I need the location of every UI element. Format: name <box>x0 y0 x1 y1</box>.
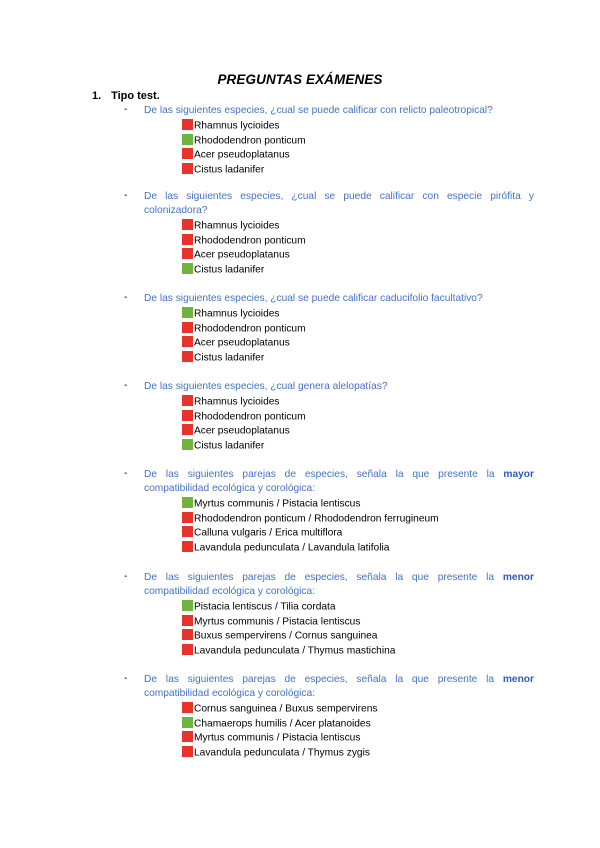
section-heading <box>92 90 160 102</box>
incorrect-marker-icon <box>182 424 193 435</box>
answer-option <box>182 351 534 366</box>
incorrect-marker-icon <box>182 731 193 742</box>
incorrect-marker-icon <box>182 219 193 230</box>
question-item <box>124 190 534 277</box>
answer-label: Myrtus communis / Pistacia lentiscus <box>194 498 361 510</box>
answer-label: Cistus ladanifer <box>194 264 265 275</box>
answer-label: Calluna vulgaris / Erica multiflora <box>194 527 343 539</box>
list-dash: - <box>124 104 128 115</box>
incorrect-marker-icon <box>182 410 193 421</box>
question-item <box>124 104 534 177</box>
incorrect-marker-icon <box>182 629 193 640</box>
question-text-part: De las siguientes especies, ¿cual genera alelopatías? <box>144 381 388 392</box>
question-item <box>124 292 534 365</box>
correct-marker-icon <box>182 134 193 145</box>
answer-option <box>182 395 534 410</box>
answer-label: Cistus ladanifer <box>194 440 265 451</box>
incorrect-marker-icon <box>182 644 193 655</box>
answer-label: Myrtus communis / Pistacia lentiscus <box>194 616 361 627</box>
question-text-part: De las siguientes parejas de especies, señala la que presente la <box>144 572 495 583</box>
answer-label: Chamaerops humilis / Acer platanoides <box>194 718 371 729</box>
answer-option <box>182 731 534 746</box>
answer-label: Rhododendron ponticum <box>194 411 306 422</box>
answer-option <box>182 410 534 425</box>
answer-option <box>182 526 534 541</box>
question-text-part: compatibilidad ecológica y corológica: <box>144 586 316 597</box>
answer-option <box>182 119 534 134</box>
question-text-part: colonizadora? <box>144 205 208 216</box>
question-item <box>124 380 534 453</box>
question-text <box>144 190 534 218</box>
answer-options <box>182 497 534 555</box>
list-dash: - <box>124 380 128 391</box>
answer-label: Cistus ladanifer <box>194 164 265 175</box>
answer-label: Acer pseudoplatanus <box>194 149 290 161</box>
correct-marker-icon <box>182 263 193 274</box>
correct-marker-icon <box>182 307 193 318</box>
answer-label: Rhamnus lycioides <box>194 220 280 232</box>
answer-label: Cistus ladanifer <box>194 352 265 363</box>
question-text-part: compatibilidad ecológica y corológica: <box>144 688 316 699</box>
question-emphasis: mayor <box>503 469 534 480</box>
list-dash: - <box>124 571 128 582</box>
question-text <box>144 380 534 394</box>
correct-marker-icon <box>182 439 193 450</box>
answer-options <box>182 600 534 658</box>
incorrect-marker-icon <box>182 512 193 523</box>
answer-label: Rhododendron ponticum <box>194 323 306 334</box>
answer-option <box>182 702 534 717</box>
correct-marker-icon <box>182 600 193 611</box>
incorrect-marker-icon <box>182 615 193 626</box>
question-text-line <box>144 673 534 687</box>
question-text-part: De las siguientes parejas de especies, señala la que presente la <box>144 469 495 480</box>
incorrect-marker-icon <box>182 746 193 757</box>
list-dash: - <box>124 190 128 201</box>
incorrect-marker-icon <box>182 526 193 537</box>
incorrect-marker-icon <box>182 234 193 245</box>
question-emphasis: menor <box>502 674 534 685</box>
question-text-line <box>144 293 483 304</box>
question-text-part: De las siguientes parejas de especies, señala la que presente la <box>144 674 495 685</box>
incorrect-marker-icon <box>182 119 193 130</box>
answer-label: Lavandula pedunculata / Thymus zygis <box>194 747 370 758</box>
correct-marker-icon <box>182 717 193 728</box>
question-text <box>144 571 534 599</box>
answer-label: Rhododendron ponticum <box>194 235 306 246</box>
answer-option <box>182 163 534 178</box>
section-number: 1. <box>92 90 102 102</box>
answer-option <box>182 307 534 322</box>
answer-label: Rhamnus lycioides <box>194 120 280 132</box>
question-emphasis: menor <box>502 572 534 583</box>
section-title: Tipo test. <box>111 90 160 102</box>
question-text-part: De las siguientes especies, ¿cual se puede calificar caducifolio facultativo? <box>144 293 483 304</box>
answer-option <box>182 497 534 512</box>
answer-option <box>182 615 534 630</box>
answer-label: Lavandula pedunculata / Thymus mastichina <box>194 645 396 656</box>
question-text-part: De las siguientes especies, ¿cual se puede calificar con especie pirófita y <box>144 191 534 202</box>
incorrect-marker-icon <box>182 322 193 333</box>
incorrect-marker-icon <box>182 248 193 259</box>
answer-label: Rhamnus lycioides <box>194 308 280 320</box>
answer-label: Acer pseudoplatanus <box>194 425 290 437</box>
answer-option <box>182 148 534 163</box>
answer-label: Rhamnus lycioides <box>194 396 280 408</box>
answer-option <box>182 248 534 263</box>
incorrect-marker-icon <box>182 148 193 159</box>
answer-label: Acer pseudoplatanus <box>194 249 290 261</box>
answer-label: Cornus sanguinea / Buxus sempervirens <box>194 703 378 715</box>
answer-option <box>182 439 534 454</box>
answer-option <box>182 263 534 278</box>
list-dash: - <box>124 292 128 303</box>
incorrect-marker-icon <box>182 351 193 362</box>
list-dash: - <box>124 673 128 684</box>
answer-option <box>182 322 534 337</box>
correct-marker-icon <box>182 497 193 508</box>
incorrect-marker-icon <box>182 336 193 347</box>
answer-label: Lavandula pedunculata / Lavandula latifolia <box>194 542 390 553</box>
answer-option <box>182 336 534 351</box>
answer-label: Pistacia lentiscus / Tilia cordata <box>194 601 336 613</box>
question-item <box>124 571 534 658</box>
question-text-part: compatibilidad ecológica y corológica: <box>144 483 316 494</box>
answer-label: Rhododendron ponticum <box>194 135 306 146</box>
answer-options <box>182 119 534 177</box>
question-text-line <box>144 105 493 116</box>
answer-option <box>182 512 534 527</box>
answer-option <box>182 219 534 234</box>
question-text-line <box>144 571 534 585</box>
question-text <box>144 673 534 701</box>
question-text-line <box>144 190 534 204</box>
answer-option <box>182 629 534 644</box>
page-title: PREGUNTAS EXÁMENES <box>217 72 383 87</box>
question-text-part: De las siguientes especies, ¿cual se puede calificar con relicto paleotropical? <box>144 105 493 116</box>
answer-label: Rhododendron ponticum / Rhododendron ferrugineum <box>194 513 439 524</box>
question-text <box>144 468 534 496</box>
question-text <box>144 104 534 118</box>
question-item <box>124 468 534 555</box>
answer-option <box>182 424 534 439</box>
answer-option <box>182 746 534 761</box>
answer-option <box>182 600 534 615</box>
incorrect-marker-icon <box>182 163 193 174</box>
answer-option <box>182 541 534 556</box>
answer-options <box>182 219 534 277</box>
question-item <box>124 673 534 760</box>
answer-label: Myrtus communis / Pistacia lentiscus <box>194 732 361 744</box>
incorrect-marker-icon <box>182 395 193 406</box>
answer-label: Acer pseudoplatanus <box>194 337 290 349</box>
answer-options <box>182 307 534 365</box>
question-text-line <box>144 468 534 482</box>
answer-option <box>182 644 534 659</box>
question-text <box>144 292 534 306</box>
question-text-line <box>144 381 388 392</box>
list-dash: - <box>124 468 128 479</box>
incorrect-marker-icon <box>182 541 193 552</box>
answer-option <box>182 134 534 149</box>
answer-options <box>182 395 534 453</box>
answer-option <box>182 717 534 732</box>
answer-option <box>182 234 534 249</box>
answer-options <box>182 702 534 760</box>
answer-label: Buxus sempervirens / Cornus sanguinea <box>194 630 378 642</box>
incorrect-marker-icon <box>182 702 193 713</box>
